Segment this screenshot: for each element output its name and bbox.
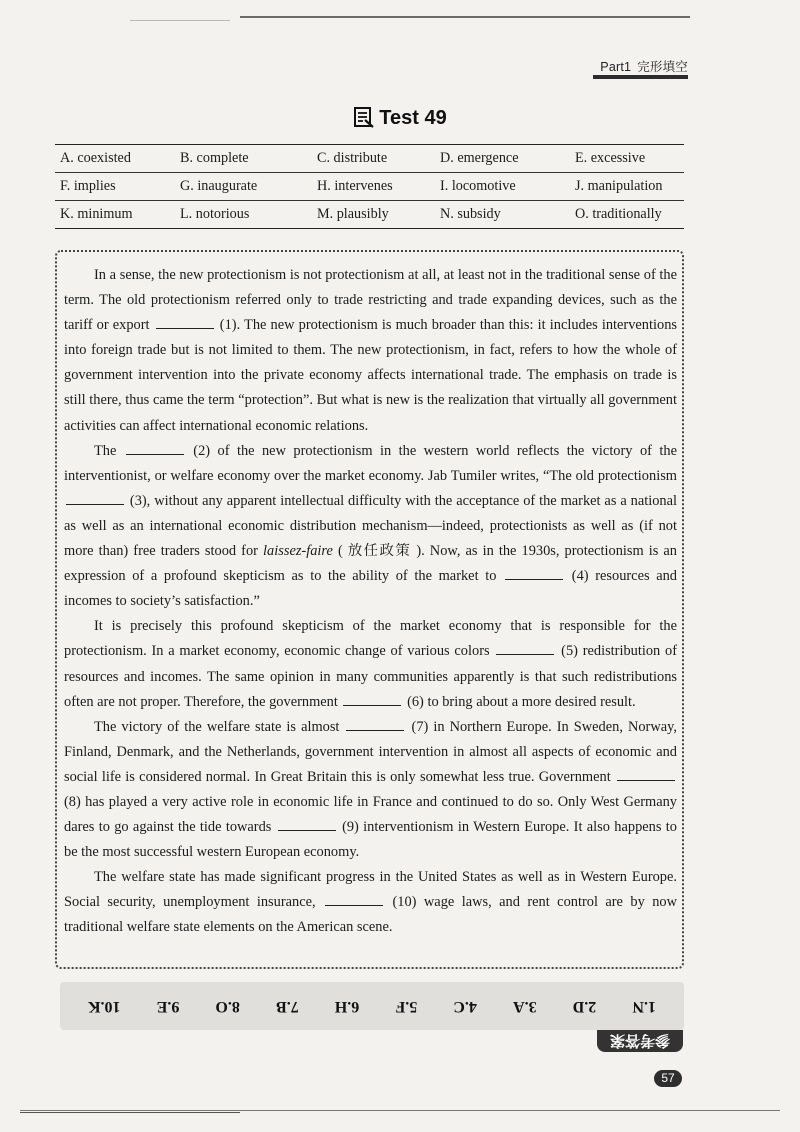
- word-bank-row: [55, 201, 684, 229]
- text: The welfare state has made significant progress in the United States as well as in Western Europe. Social security, unemployment insurance,: [64, 869, 677, 911]
- blank-4[interactable]: [505, 566, 563, 580]
- option: D. emergence: [435, 145, 570, 173]
- passage-box: [55, 250, 684, 969]
- header-section: 完形填空: [637, 60, 688, 74]
- bottom-rule: [20, 1110, 780, 1111]
- text: (4) resources and incomes to society’s satisfaction.”: [64, 568, 678, 610]
- top-rule: [240, 16, 690, 18]
- option: H. intervenes: [312, 173, 435, 201]
- blank-8[interactable]: [617, 767, 675, 781]
- paragraph-3: [64, 614, 677, 714]
- option: A. coexisted: [55, 145, 175, 173]
- running-header: [600, 57, 688, 75]
- blank-5[interactable]: [496, 641, 554, 655]
- option: M. plausibly: [312, 201, 435, 229]
- option: J. manipulation: [570, 173, 684, 201]
- blank-10[interactable]: [325, 892, 383, 906]
- answer: 10.K: [88, 998, 121, 1015]
- answer: 9.E: [156, 998, 180, 1015]
- chinese-gloss: ( 放任政策 ): [337, 543, 422, 560]
- text: In a sense, the new protectionism is not protectionism at all, at least not in the traditional sense of the term. The old protectionism referred only to trade restricting and trade expanding devices, such as the tariff or export: [64, 267, 677, 334]
- header-underline: [593, 75, 688, 79]
- blank-3[interactable]: [66, 491, 124, 505]
- answer: 4.C: [453, 998, 477, 1015]
- paragraph-1: [64, 263, 677, 439]
- header-part: Part1: [600, 60, 632, 74]
- text: (1). The new protectionism is much broader than this: it includes interventions into foreign trade but is not limited to them. The new protectionism, in fact, refers to how the whole of government intervention into the private economy affects international trade. The emphasis on trade is still there, thus came the term “protection”. But what is new is the realization that virtually all government activities can affect international economic relations.: [64, 317, 677, 434]
- page-number: 57: [654, 1070, 682, 1087]
- option: G. inaugurate: [175, 173, 312, 201]
- text: (5) redistribution of resources and incomes. The same opinion in many communities apparently is that such redistributions often are not proper. Therefore, the government: [64, 643, 677, 710]
- answers-label: 参考答案: [597, 1030, 683, 1052]
- answer: 6.H: [334, 998, 360, 1015]
- text: . Now, as in the 1930s, protectionism is an expression of a profound skepticism as to the ability of the market to: [64, 543, 677, 585]
- italic-term: laissez-faire: [263, 543, 333, 560]
- answer-key: [60, 982, 684, 1030]
- answer: 7.B: [276, 998, 299, 1015]
- title-text: Test 49: [379, 107, 447, 129]
- answer: 2.D: [572, 998, 597, 1015]
- blank-1[interactable]: [156, 315, 214, 329]
- text: (3), without any apparent intellectual difficulty with the acceptance of the market as a national as well as an international economic distribution mechanism—indeed, protectionists as well as (if not more than) free traders stood for: [64, 492, 677, 560]
- text: (2) of the new protectionism in the western world reflects the victory of the interventionist, or welfare economy over the market economy. Jab Tumiler writes, “The old protectionism: [64, 442, 677, 484]
- text: (9) interventionism in Western Europe. It also happens to be the most successful western European economy.: [64, 819, 677, 861]
- text: (7) in Northern Europe. In Sweden, Norway, Finland, Denmark, and the Netherlands, government intervention in almost all aspects of economic and social life is considered normal. In Great Britain this is only somewhat less true. Government: [64, 718, 677, 785]
- bottom-rule-accent: [20, 1112, 240, 1113]
- paragraph-4: [64, 715, 677, 866]
- blank-9[interactable]: [278, 817, 336, 831]
- text: (10) wage laws, and rent control are by now traditional welfare state elements on the American scene.: [64, 894, 678, 936]
- top-decor-rule: [130, 20, 230, 21]
- paragraph-5: [64, 865, 677, 940]
- blank-7[interactable]: [346, 717, 404, 731]
- word-bank-row: [55, 145, 684, 173]
- document-icon: [353, 106, 375, 128]
- page-title: [0, 106, 800, 130]
- text: It is precisely this profound skepticism of the market economy that is responsible for the protectionism. In a market economy, economic change of various colors: [64, 618, 677, 660]
- option: E. excessive: [570, 145, 684, 173]
- paragraph-2: [64, 439, 677, 615]
- option: N. subsidy: [435, 201, 570, 229]
- option: F. implies: [55, 173, 175, 201]
- answer: 3.A: [513, 998, 537, 1015]
- blank-2[interactable]: [126, 441, 184, 455]
- word-bank-row: [55, 173, 684, 201]
- answer: 5.F: [395, 998, 418, 1015]
- text: The: [94, 442, 117, 459]
- option: C. distribute: [312, 145, 435, 173]
- option: I. locomotive: [435, 173, 570, 201]
- text: (8) has played a very active role in economic life in France and continued to do so. Only West Germany dares to go against the tide towards: [64, 793, 677, 836]
- option: L. notorious: [175, 201, 312, 229]
- text: (6) to bring about a more desired result.: [407, 693, 636, 710]
- option: B. complete: [175, 145, 312, 173]
- word-bank: [55, 144, 684, 229]
- text: The victory of the welfare state is almost: [94, 718, 340, 735]
- option: O. traditionally: [570, 201, 684, 229]
- answer: 1.N: [632, 998, 656, 1015]
- answer: 8.O: [215, 998, 240, 1015]
- blank-6[interactable]: [343, 692, 401, 706]
- option: K. minimum: [55, 201, 175, 229]
